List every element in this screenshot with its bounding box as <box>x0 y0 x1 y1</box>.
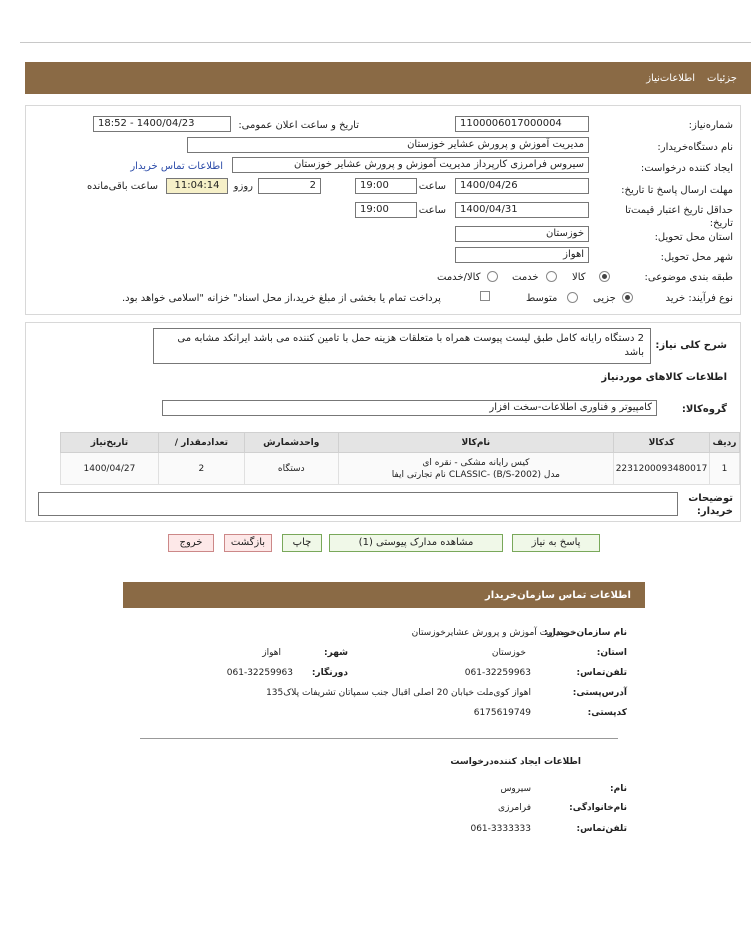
buyer-notes-label: توضیحات خریدار: <box>688 493 733 517</box>
validity-time-field: 19:00 <box>355 202 417 218</box>
treasury-checkbox[interactable] <box>480 291 490 301</box>
row-name <box>338 453 613 485</box>
table-row <box>61 453 740 485</box>
contact-phone-value: 061-32259963 <box>464 668 531 678</box>
creator-info-title: اطلاعات ایجاد کننده‌درخواست <box>450 757 581 767</box>
need-number-field: 1100006017000004 <box>455 116 589 132</box>
row-index: 1 <box>710 453 740 485</box>
contact-title: اطلاعات تماس سازمان‌خریدار <box>484 590 631 601</box>
deadline-label: مهلت ارسال پاسخ تا تاریخ: <box>621 185 733 196</box>
deadline-time-label: ساعت <box>418 181 446 192</box>
buyer-org-label: نام دستگاه‌خریدار: <box>657 142 733 153</box>
print-button[interactable]: چاپ <box>282 534 322 552</box>
process-medium-label: متوسط <box>526 293 558 304</box>
goods-group-field: کامپیوتر و فناوری اطلاعات-سخت افزار <box>162 400 657 416</box>
process-minor-label: جزیی <box>593 293 616 304</box>
contact-fax-value: 061-32259963 <box>226 668 293 678</box>
creator-field: سیروس فرامرزی کارپرداز مدیریت آموزش و پرورش عشایر خوزستان <box>232 157 589 173</box>
remaining-label: ساعت باقی‌مانده <box>86 181 158 192</box>
deadline-time-field: 19:00 <box>355 178 417 194</box>
row-date: 1400/04/27 <box>61 453 159 485</box>
goods-section-title: اطلاعات کالاهای موردنیاز <box>601 372 727 383</box>
days-field: 2 <box>258 178 321 194</box>
breadcrumb-details[interactable]: جزئیات <box>707 73 737 84</box>
creator-family-value: فرامرزی <box>498 803 531 813</box>
contact-province-label: استان: <box>596 648 627 658</box>
row-name-line1: کیس رایانه مشکی - نقره ای <box>422 457 530 468</box>
exit-button[interactable]: خروج <box>168 534 214 552</box>
category-both-radio[interactable] <box>487 271 498 282</box>
row-unit: دستگاه <box>244 453 338 485</box>
category-both-label: کالا/خدمت <box>437 272 481 283</box>
creator-name-label: نام: <box>610 784 627 794</box>
validity-time-label: ساعت <box>418 205 446 216</box>
row-name-line2: مدل (B/S-2002) -CLASSIC نام تجارتی ایفا <box>391 469 561 480</box>
attachments-button[interactable]: مشاهده مدارک پیوستی (1) <box>329 534 503 552</box>
contact-fax-label: دورنگار: <box>311 668 348 678</box>
summary-text: 2 دستگاه رایانه کامل طبق لیست پیوست همراه با متعلقات هزینه حمل با تامین کننده می باشد ایرانکد مشابه می باشد <box>153 328 651 364</box>
creator-name-value: سیروس <box>500 784 531 794</box>
contact-address-label: آدرس‌پستی: <box>572 688 627 698</box>
category-service-radio[interactable] <box>546 271 557 282</box>
col-code: کدکالا <box>614 433 710 453</box>
goods-table-header <box>61 433 740 453</box>
category-label: طبقه بندی موضوعی: <box>644 272 733 283</box>
summary-label: شرح کلی نیاز: <box>655 340 727 351</box>
back-button[interactable]: بازگشت <box>224 534 272 552</box>
contact-divider <box>140 738 618 739</box>
contact-org-label: نام سازمان‌خریدار: <box>543 628 627 638</box>
col-qty: تعدادمقدار / <box>158 433 244 453</box>
creator-family-label: نام‌خانوادگی: <box>569 803 627 813</box>
process-medium-radio[interactable] <box>567 292 578 303</box>
goods-table <box>60 432 740 485</box>
col-unit: واحدشمارش <box>244 433 338 453</box>
contact-postal-label: کدپستی: <box>587 708 627 718</box>
reply-button[interactable]: پاسخ به نیاز <box>512 534 600 552</box>
top-divider <box>20 42 751 43</box>
col-name: نام‌کالا <box>338 433 613 453</box>
city-field: اهواز <box>455 247 589 263</box>
row-code: 2231200093480017 <box>614 453 710 485</box>
remaining-time-field: 11:04:14 <box>166 178 228 194</box>
validity-date-field: 1400/04/31 <box>455 202 589 218</box>
announce-label: تاریخ و ساعت اعلان عمومی: <box>238 120 359 131</box>
contact-org-value: مدیریت آموزش و پرورش عشایرخوزستان <box>411 628 568 638</box>
contact-header <box>123 582 645 608</box>
category-service-label: خدمت <box>512 272 539 283</box>
contact-phone-label: تلفن‌تماس: <box>576 668 627 678</box>
province-label: استان محل تحویل: <box>654 232 733 243</box>
announce-field: 1400/04/23 - 18:52 <box>93 116 231 132</box>
category-goods-label: کالا <box>572 272 586 283</box>
days-label: روزو <box>233 181 253 192</box>
buyer-org-field: مدیریت آموزش و پرورش عشایر خوزستان <box>187 137 589 153</box>
contact-province-value: خوزستان <box>491 648 526 658</box>
process-label: نوع فرآیند: خرید <box>665 293 733 304</box>
buyer-notes-field <box>38 492 678 516</box>
deadline-date-field: 1400/04/26 <box>455 178 589 194</box>
col-date: تاریخ‌نیاز <box>61 433 159 453</box>
creator-phone-label: تلفن‌تماس: <box>576 824 627 834</box>
contact-city-label: شهر: <box>324 648 348 658</box>
goods-group-label: گروه‌کالا: <box>681 404 727 415</box>
contact-postal-value: 6175619749 <box>473 708 531 718</box>
city-label: شهر محل تحویل: <box>660 252 733 263</box>
creator-label: ایجاد کننده درخواست: <box>640 163 733 174</box>
validity-label: حداقل تاریخ اعتبار قیمت‌تا تاریخ: <box>625 205 733 229</box>
breadcrumb-need-info[interactable]: اطلاعات‌نیاز <box>646 73 695 84</box>
page-header <box>25 62 751 94</box>
need-number-label: شماره‌نیاز: <box>688 120 733 131</box>
category-goods-radio[interactable] <box>599 271 610 282</box>
buyer-contact-link[interactable]: اطلاعات تماس خریدار <box>130 161 223 172</box>
contact-address-value: اهواز کوی‌ملت خیابان 20 اصلی اقبال جنب سمپاتان تشریفات پلاک135 <box>266 688 531 698</box>
creator-phone-value: 061-3333333 <box>470 824 531 834</box>
contact-city-value: اهواز <box>262 648 281 658</box>
col-index: ردیف <box>710 433 740 453</box>
row-qty: 2 <box>158 453 244 485</box>
process-minor-radio[interactable] <box>622 292 633 303</box>
province-field: خوزستان <box>455 226 589 242</box>
treasury-note: پرداخت تمام یا بخشی از مبلغ خرید،از محل اسناد" خزانه "اسلامی خواهد بود. <box>122 293 441 304</box>
